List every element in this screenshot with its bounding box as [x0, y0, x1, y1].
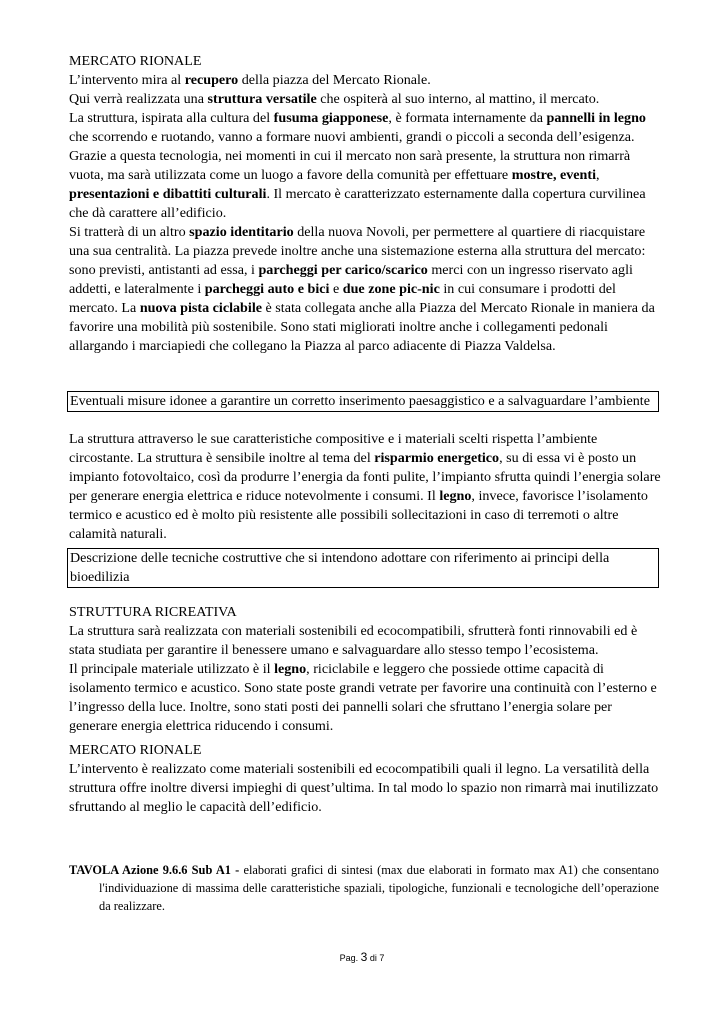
paragraph: L’intervento è realizzato come materiali sostenibili ed ecocompatibili quali il legno. La versatilità della struttura offre inoltre diversi impieghi di quest’ultima. In tal modo lo spazio non rimarrà mai inutilizzato sfruttando al meglio le capacità dell’edificio.: [69, 761, 659, 815]
page-total: di 7: [369, 953, 385, 963]
section-heading: MERCATO RIONALE: [69, 742, 202, 758]
page-label: Pag.: [339, 953, 359, 963]
paragraph: Si tratterà di un altro spazio identitario della nuova Novoli, per permettere al quartiere di riacquistare una sua centralità. La piazza prevede inoltre anche una sistemazione esterna alla struttura del mercato: sono previsti, antistanti ad essa, i parcheggi per carico/scarico merci con un ingresso riservato agli addetti, e lateralmente i parcheggi auto e bici e due zone pic-nic in cui consumare i prodotti del mercato. La nuova pista ciclabile è stata collegata anche alla Piazza del Mercato Rionale in maniera da favorire una mobilità più sostenibile. Sono stati migliorati inoltre anche i collegamenti pedonali allargando i marciapiedi che collegano la Piazza al parco adiacente di Piazza Valdelsa.: [69, 224, 655, 354]
boxed-heading-bioedilizia: [67, 548, 659, 588]
section-heading: STRUTTURA RICREATIVA: [69, 604, 237, 620]
section-mercato-rionale-2: [69, 741, 661, 817]
page-number: 3: [360, 950, 368, 964]
paragraph: L’intervento mira al recupero della piazza del Mercato Rionale.: [69, 72, 431, 88]
section-struttura-ricreativa: [69, 603, 661, 736]
tavola-label: TAVOLA Azione 9.6.6 Sub A1 -: [69, 863, 240, 878]
section-landscape: [69, 430, 661, 544]
section-heading: MERCATO RIONALE: [69, 53, 202, 69]
boxed-heading-landscape: [67, 391, 659, 412]
box-heading-text: Descrizione delle tecniche costruttive che si intendono adottare con riferimento ai principi della bioedilizia: [70, 550, 610, 585]
tavola-entry: [69, 849, 659, 928]
paragraph: La struttura sarà realizzata con materiali sostenibili ed ecocompatibili, sfrutterà fonti rinnovabili ed è stata studiata per garantire il benessere umano e salvaguardare allo stesso tempo l’ecosistema.: [69, 623, 638, 658]
paragraph: Qui verrà realizzata una struttura versatile che ospiterà al suo interno, al mattino, il mercato.: [69, 91, 600, 107]
tavola-text: elaborati grafici di sintesi (max due elaborati in formato max A1) che consentano l'individuazione di massima delle caratteristiche spaziali, tipologiche, funzionali e tecnologiche dell’operazione da realizzare.: [99, 863, 659, 914]
box-heading-text: Eventuali misure idonee a garantire un corretto inserimento paesaggistico e a salvaguardare l’ambiente: [70, 393, 650, 409]
tavola-paragraph: [69, 861, 659, 915]
paragraph: Il principale materiale utilizzato è il legno, riciclabile e leggero che possiede ottime capacità di isolamento termico e acustico. Sono state poste grandi vetrate per favorire una continuità con l’esterno e l’ingresso della luce. Inoltre, sono stati posti dei pannelli solari che sfruttano l’energia solare per generare energia elettrica riducendo i consumi.: [69, 661, 657, 734]
paragraph: La struttura, ispirata alla cultura del fusuma giapponese, è formata internamente da pannelli in legno che scorrendo e ruotando, vanno a formare nuovi ambienti, grandi o piccoli a seconda dell’esigenza. Grazie a questa tecnologia, nei momenti in cui il mercato non sarà presente, la struttura non rimarrà vuota, ma sarà utilizzata come un luogo a favore della comunità per effettuare mostre, eventi, presentazioni e dibattiti culturali. Il mercato è caratterizzato esternamente dalla copertura curvilinea che dà carattere all’edificio.: [69, 110, 646, 221]
page-footer: [0, 948, 724, 968]
section-mercato-rionale: [69, 52, 661, 356]
paragraph: La struttura attraverso le sue caratteristiche compositive e i materiali scelti rispetta l’ambiente circostante. La struttura è sensibile inoltre al tema del risparmio energetico, su di essa vi è posto un impianto fotovoltaico, così da produrre l’energia da fonti pulite, l’impianto sfrutta quindi l’energia solare per generare energia elettrica e riduce notevolmente i consumi. Il legno, invece, favorisce l’isolamento termico e acustico ed è molto più resistente alle possibili sollecitazioni in caso di terremoti o altre calamità naturali.: [69, 431, 661, 542]
